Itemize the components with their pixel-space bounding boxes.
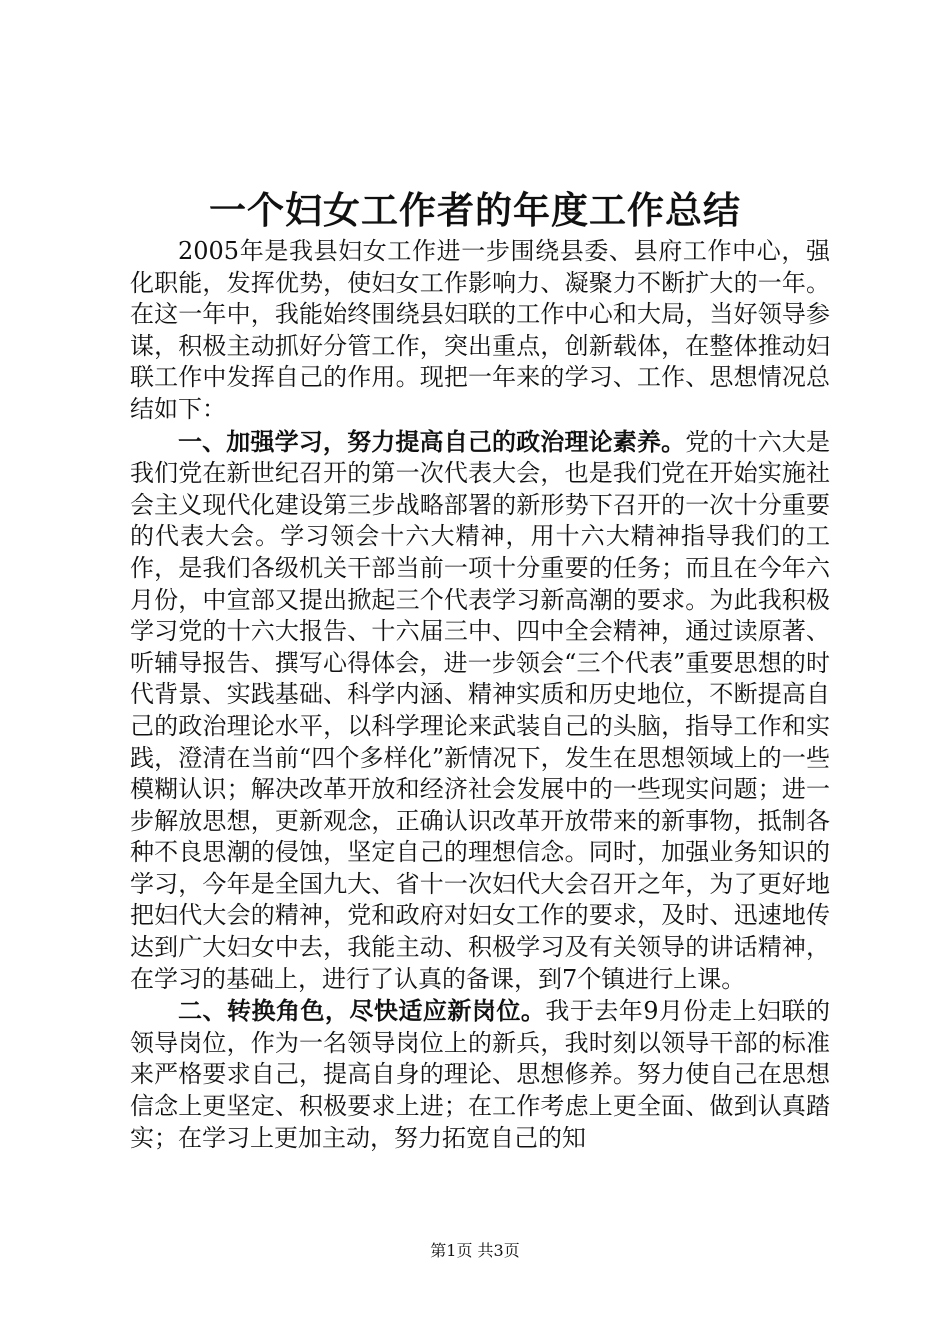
page-footer: 第1页 共3页 (430, 1241, 520, 1260)
section-2-heading: 二、转换角色，尽快适应新岗位。 (178, 996, 546, 1026)
section-1-paragraph (130, 426, 830, 996)
intro-paragraph: 2005年是我县妇女工作进一步围绕县委、县府工作中心，强化职能，发挥优势，使妇女工作影响力、凝聚力不断扩大的一年。在这一年中，我能始终围绕县妇联的工作中心和大局，当好领导参谋，积极主动抓好分管工作，突出重点，创新载体，在整体推动妇联工作中发挥自己的作用。现把一年来的学习、工作、思想情况总结如下： (130, 237, 830, 423)
section-2-text: 我于去年9月份走上妇联的领导岗位，作为一名领导岗位上的新兵，我时刻以领导干部的标准来严格要求自己，提高自身的理论、思想修养。努力使自己在思想信念上更坚定、积极要求上进；在工作考虑上更全面、做到认真踏实；在学习上更加主动，努力拓宽自己的知 (130, 997, 830, 1152)
document-body (130, 236, 830, 1154)
document-title: 一个妇女工作者的年度工作总结 (209, 188, 741, 232)
section-1-heading: 一、加强学习，努力提高自己的政治理论素养。 (178, 426, 686, 456)
section-2-paragraph (130, 995, 830, 1154)
section-1-text: 党的十六大是我们党在新世纪召开的第一次代表大会，也是我们党在开始实施社会主义现代化建设第三步战略部署的新形势下召开的一次十分重要的代表大会。学习领会十六大精神，用十六大精神指导我们的工作，是我们各级机关干部当前一项十分重要的任务；而且在今年六月份，中宣部又提出掀起三个代表学习新高潮的要求。为此我积极学习党的十六大报告、十六届三中、四中全会精神，通过读原著、听辅导报告、撰写心得体会，进一步领会“三个代表”重要思想的时代背景、实践基础、科学内涵、精神实质和历史地位，不断提高自己的政治理论水平，以科学理论来武装自己的头脑，指导工作和实践，澄清在当前“四个多样化”新情况下，发生在思想领域上的一些模糊认识；解决改革开放和经济社会发展中的一些现实问题；进一步解放思想，更新观念，正确认识改革开放带来的新事物，抵制各种不良思潮的侵蚀，坚定自己的理想信念。同时，加强业务知识的学习，今年是全国九大、省十一次妇代大会召开之年，为了更好地把妇代大会的精神，党和政府对妇女工作的要求，及时、迅速地传达到广大妇女中去，我能主动、积极学习及有关领导的讲话精神，在学习的基础上，进行了认真的备课，到7个镇进行上课。 (130, 427, 831, 993)
